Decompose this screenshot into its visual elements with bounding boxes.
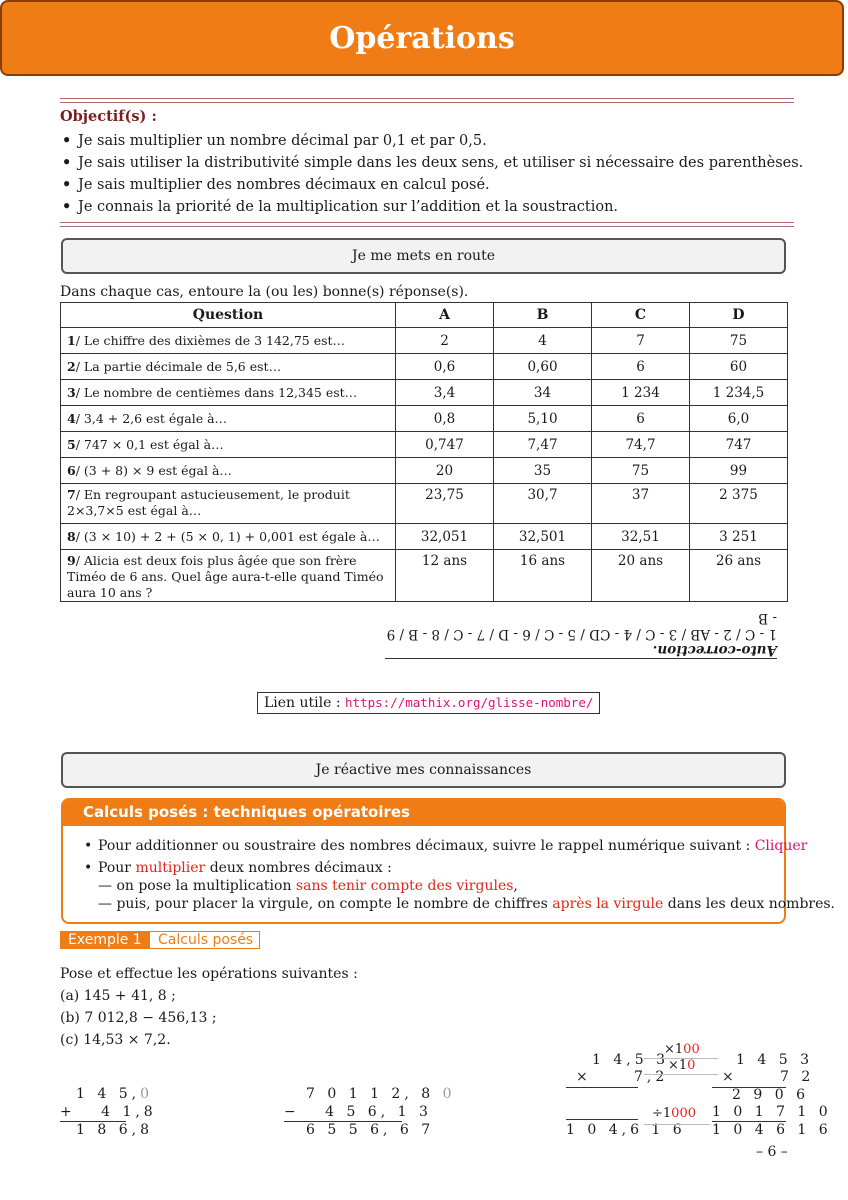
mul-left-line-1: 1 4,5 3: [592, 1052, 669, 1068]
answer-c[interactable]: 75: [592, 458, 690, 484]
column-header: C: [592, 303, 690, 328]
calc-bullet: • Pour additionner ou soustraire des nombres décimaux, suivre le rappel numérique suivant : Cliquer: [84, 838, 808, 854]
example-intro: Pose et effectue les opérations suivantes :: [60, 966, 358, 982]
auto-correction-text: 1 - C / 2 - AB / 3 - C / 4 - CD / 5 - C / 6 - D / 7 - C / 8 - B / 9 - B: [386, 610, 777, 642]
mul-left-rule: [566, 1087, 638, 1088]
answer-a[interactable]: 20: [396, 458, 494, 484]
mul-left-line-2: × 7,2: [576, 1069, 669, 1085]
add-line-2: + 4 1,8: [60, 1104, 157, 1120]
section-header-knowledge: Je réactive mes connaissances: [61, 752, 786, 788]
answer-a[interactable]: 23,75: [396, 484, 494, 524]
auto-correction: [385, 610, 777, 661]
answer-b[interactable]: 5,10: [494, 406, 592, 432]
divider: [60, 98, 794, 99]
answer-d[interactable]: 60: [690, 354, 788, 380]
column-header: B: [494, 303, 592, 328]
answer-d[interactable]: 2 375: [690, 484, 788, 524]
mul-right-partial-1: 2 9 0 6: [732, 1087, 809, 1103]
sub-line-1: 7 0 1 1 2, 8 0: [306, 1086, 456, 1102]
answer-c[interactable]: 20 ans: [592, 550, 690, 602]
answer-c[interactable]: 32,51: [592, 524, 690, 550]
answer-b[interactable]: 34: [494, 380, 592, 406]
mul-right-line-1: 1 4 5 3: [736, 1052, 813, 1068]
calc-dash: — puis, pour placer la virgule, on compte le nombre de chiffres après la virgule dans les deux nombres.: [98, 896, 836, 912]
useful-link-box: [257, 692, 600, 714]
table-row: 8/ (3 × 10) + 2 + (5 × 0, 1) + 0,001 est égale à… 32,051 32,501 32,51 3 251: [61, 524, 788, 550]
example-title: Calculs posés: [150, 931, 260, 949]
sub-line-2: − 4 5 6, 1 3: [284, 1104, 432, 1120]
answer-a[interactable]: 3,4: [396, 380, 494, 406]
objective-item: • Je connais la priorité de la multiplication sur l’addition et la soustraction.: [62, 198, 619, 215]
objective-item: • Je sais multiplier un nombre décimal par 0,1 et par 0,5.: [62, 132, 487, 149]
table-row: 4/ 3,4 + 2,6 est égale à… 0,8 5,10 6 6,0: [61, 406, 788, 432]
link-url[interactable]: https://mathix.org/glisse-nombre/: [345, 695, 594, 710]
mul-right-result: 1 0 4 6 1 6: [712, 1122, 832, 1138]
divider: [60, 226, 794, 227]
example-tag: Exemple 1: [60, 931, 150, 949]
answer-d[interactable]: 75: [690, 328, 788, 354]
answer-c[interactable]: 74,7: [592, 432, 690, 458]
arrow-line: [644, 1074, 718, 1075]
answer-a[interactable]: 0,8: [396, 406, 494, 432]
answer-d[interactable]: 26 ans: [690, 550, 788, 602]
answer-b[interactable]: 0,60: [494, 354, 592, 380]
objective-item: • Je sais utiliser la distributivité simple dans les deux sens, et utiliser si nécessaire des parenthèses.: [62, 154, 804, 171]
page-title: Opérations: [329, 20, 515, 56]
page-number: – 6 –: [756, 1144, 788, 1160]
answer-b[interactable]: 32,501: [494, 524, 592, 550]
answer-a[interactable]: 32,051: [396, 524, 494, 550]
times-10-label: ×10: [668, 1058, 696, 1073]
answer-d[interactable]: 747: [690, 432, 788, 458]
example-item: (a) 145 + 41, 8 ;: [60, 988, 176, 1004]
divider: [60, 222, 794, 223]
add-line-1: 1 4 5,0: [76, 1086, 153, 1102]
answer-c[interactable]: 1 234: [592, 380, 690, 406]
calc-dash: — on pose la multiplication sans tenir compte des virgules,: [98, 878, 518, 894]
objective-item: • Je sais multiplier des nombres décimaux en calcul posé.: [62, 176, 490, 193]
answer-d[interactable]: 3 251: [690, 524, 788, 550]
sub-result: 6 5 5 6, 6 7: [306, 1122, 435, 1138]
answer-c[interactable]: 37: [592, 484, 690, 524]
calc-box-header: [63, 800, 784, 826]
answer-a[interactable]: 0,747: [396, 432, 494, 458]
section-header-route: Je me mets en route: [61, 238, 786, 274]
answer-c[interactable]: 7: [592, 328, 690, 354]
example-item: (c) 14,53 × 7,2.: [60, 1032, 171, 1048]
table-row: 1/ Le chiffre des dixièmes de 3 142,75 est… 2 4 7 75: [61, 328, 788, 354]
link-label: Lien utile :: [264, 695, 341, 711]
answer-c[interactable]: 6: [592, 406, 690, 432]
quiz-table: [60, 302, 788, 602]
column-header: Question: [61, 303, 396, 328]
auto-correction-title: Auto-correction.: [652, 642, 777, 658]
arrow-line: [644, 1124, 710, 1125]
table-row: 5/ 747 × 0,1 est égal à… 0,747 7,47 74,7 747: [61, 432, 788, 458]
mul-left-rule-2: [566, 1119, 638, 1120]
answer-a[interactable]: 12 ans: [396, 550, 494, 602]
table-row: 9/ Alicia est deux fois plus âgée que son frère Timéo de 6 ans. Quel âge aura-t-elle quand Timéo aura 10 ans ? 12 ans 16 ans 20 ans 26 ans: [61, 550, 788, 602]
table-header-row: [61, 303, 788, 328]
answer-b[interactable]: 4: [494, 328, 592, 354]
divider: [60, 102, 794, 103]
answer-b[interactable]: 16 ans: [494, 550, 592, 602]
example-item: (b) 7 012,8 − 456,13 ;: [60, 1010, 217, 1026]
title-banner: [0, 0, 844, 76]
column-header: D: [690, 303, 788, 328]
answer-d[interactable]: 1 234,5: [690, 380, 788, 406]
answer-b[interactable]: 7,47: [494, 432, 592, 458]
click-link[interactable]: Cliquer: [754, 838, 808, 854]
calc-bullet: • Pour multiplier deux nombres décimaux :: [84, 860, 392, 876]
answer-b[interactable]: 30,7: [494, 484, 592, 524]
answer-c[interactable]: 6: [592, 354, 690, 380]
table-row: 6/ (3 + 8) × 9 est égal à… 20 35 75 99: [61, 458, 788, 484]
answer-d[interactable]: 99: [690, 458, 788, 484]
instruction: Dans chaque cas, entoure la (ou les) bonne(s) réponse(s).: [60, 284, 469, 300]
mul-left-result: 1 0 4,6 1 6: [566, 1122, 686, 1138]
objectives-heading: Objectif(s) :: [60, 108, 157, 125]
divide-1000-label: ÷1000: [652, 1106, 696, 1121]
column-header: A: [396, 303, 494, 328]
answer-a[interactable]: 0,6: [396, 354, 494, 380]
times-100-label: ×100: [664, 1042, 700, 1057]
table-row: 3/ Le nombre de centièmes dans 12,345 est… 3,4 34 1 234 1 234,5: [61, 380, 788, 406]
calc-heading: Calculs posés : techniques opératoires: [83, 803, 410, 821]
answer-b[interactable]: 35: [494, 458, 592, 484]
mul-right-partial-2: 1 0 1 7 1 0: [712, 1104, 832, 1120]
answer-d[interactable]: 6,0: [690, 406, 788, 432]
table-row: 2/ La partie décimale de 5,6 est… 0,6 0,60 6 60: [61, 354, 788, 380]
mul-right-line-2: × 7 2: [722, 1069, 815, 1085]
table-row: 7/ En regroupant astucieusement, le produit 2×3,7×5 est égal à… 23,75 30,7 37 2 375: [61, 484, 788, 524]
answer-a[interactable]: 2: [396, 328, 494, 354]
add-result: 1 8 6,8: [76, 1122, 153, 1138]
